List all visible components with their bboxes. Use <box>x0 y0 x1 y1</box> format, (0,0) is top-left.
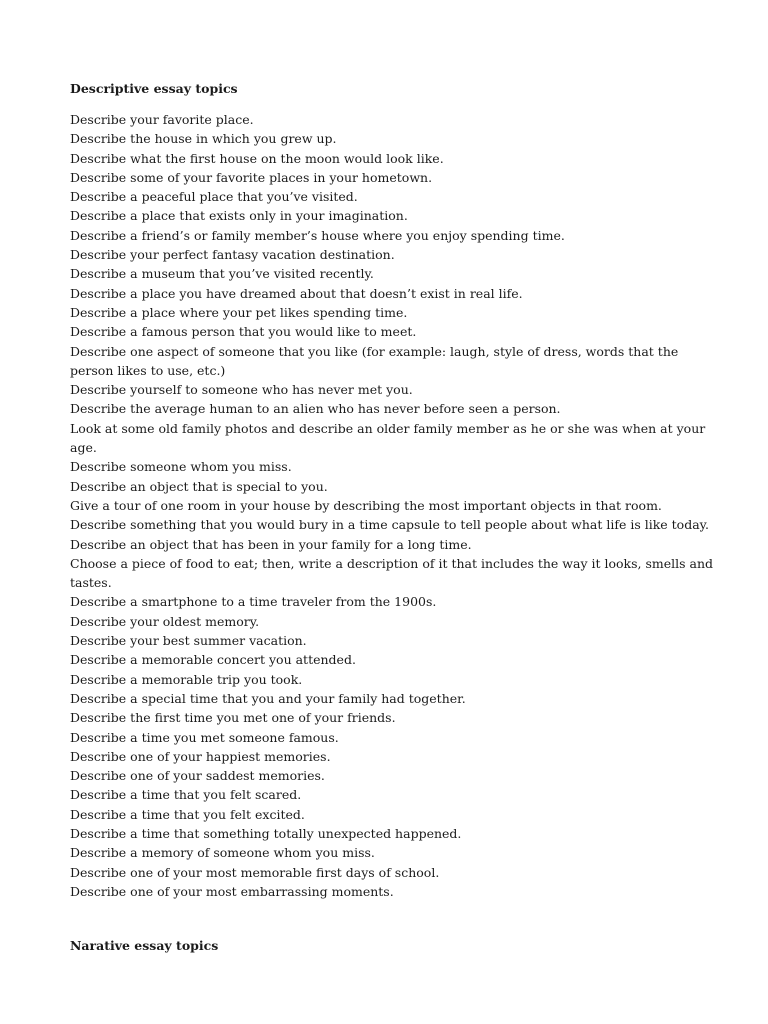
topic-list-item: Describe a time that something totally unexpected happened. <box>70 825 462 841</box>
topic-list-item: Describe a memorable trip you took. <box>70 671 303 687</box>
topic-list-item: Describe the average human to an alien who has never before seen a person. <box>70 401 561 417</box>
topic-list-item: Describe a time you met someone famous. <box>70 729 339 745</box>
document-page <box>70 79 720 955</box>
topic-list-item: Describe your oldest memory. <box>70 613 260 629</box>
topic-list-item: Describe a time that you felt scared. <box>70 787 302 803</box>
descriptive-topic-list <box>70 110 720 901</box>
topic-list-item: Choose a piece of food to eat; then, write a description of it that includes the way it looks, smells and tastes. <box>70 555 714 591</box>
topic-list-item: Describe something that you would bury in a time capsule to tell people about what life is like today. <box>70 517 710 533</box>
topic-list-item: Describe what the first house on the moon would look like. <box>70 150 444 166</box>
topic-list-item: Describe a famous person that you would like to meet. <box>70 324 417 340</box>
topic-list-item: Describe one of your most memorable first days of school. <box>70 864 440 880</box>
topic-list-item: Describe a peaceful place that you’ve visited. <box>70 189 358 205</box>
topic-list-item: Describe a memory of someone whom you miss. <box>70 845 375 861</box>
topic-list-item: Describe your perfect fantasy vacation destination. <box>70 247 395 263</box>
topic-list-item: Describe a place you have dreamed about that doesn’t exist in real life. <box>70 285 523 301</box>
topic-list-item: Describe a smartphone to a time traveler from the 1900s. <box>70 594 437 610</box>
topic-list-item: Describe a special time that you and your family had together. <box>70 690 466 706</box>
topic-list-item: Describe a friend’s or family member’s house where you enjoy spending time. <box>70 227 565 243</box>
topic-list-item: Describe some of your favorite places in your hometown. <box>70 169 433 185</box>
section-heading-descriptive: Descriptive essay topics <box>70 81 238 96</box>
topic-list-item: Describe your favorite place. <box>70 112 254 127</box>
topic-list-item: Describe one of your saddest memories. <box>70 768 325 784</box>
topic-list-item: Describe yourself to someone who has never met you. <box>70 382 413 398</box>
topic-list-item: Describe your best summer vacation. <box>70 633 307 649</box>
topic-list-item: Describe a museum that you’ve visited recently. <box>70 266 374 282</box>
topic-list-item: Look at some old family photos and describe an older family member as he or she was when at your age. <box>70 420 706 456</box>
topic-list-item: Describe a memorable concert you attended. <box>70 652 356 668</box>
topic-list-item: Describe the first time you met one of your friends. <box>70 710 396 726</box>
topic-list-item: Give a tour of one room in your house by describing the most important objects in that room. <box>70 497 662 513</box>
topic-list-item: Describe an object that is special to you. <box>70 478 328 494</box>
topic-list-item: Describe the house in which you grew up. <box>70 131 337 147</box>
topic-list-item: Describe someone whom you miss. <box>70 459 292 475</box>
topic-list-item: Describe one aspect of someone that you like (for example: laugh, style of dress, words that the person likes to use, etc.) <box>70 343 679 378</box>
topic-list-item: Describe one of your most embarrassing moments. <box>70 883 394 899</box>
topic-list-item: Describe an object that has been in your family for a long time. <box>70 536 472 552</box>
section-heading-narrative: Narative essay topics <box>70 938 219 954</box>
topic-list-item: Describe a time that you felt excited. <box>70 806 305 822</box>
topic-list-item: Describe one of your happiest memories. <box>70 748 331 764</box>
topic-list-item: Describe a place where your pet likes spending time. <box>70 304 408 320</box>
topic-list-item: Describe a place that exists only in your imagination. <box>70 208 408 224</box>
